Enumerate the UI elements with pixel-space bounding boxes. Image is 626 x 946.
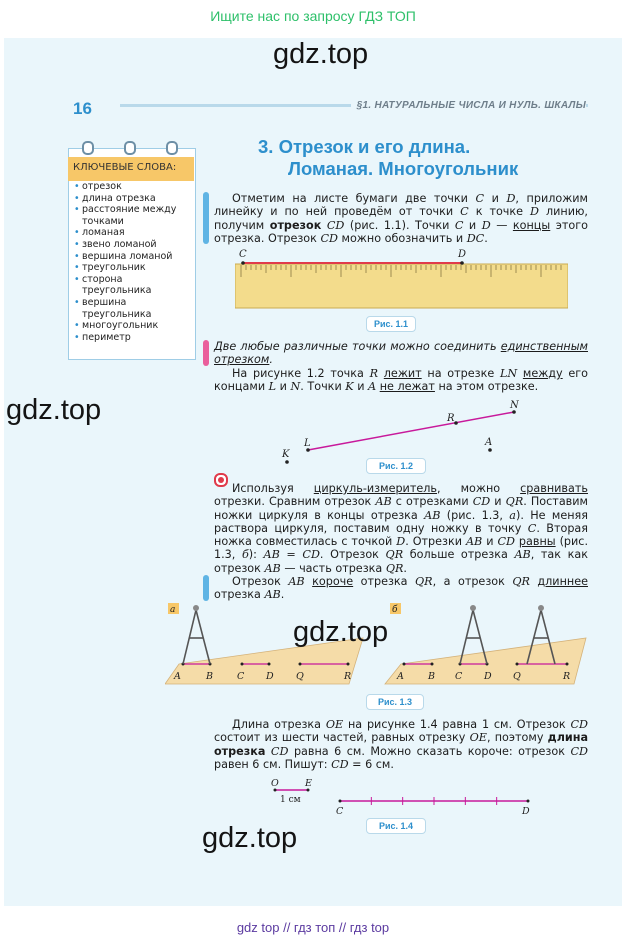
point-label: D <box>458 249 467 260</box>
section-title <box>258 136 588 180</box>
paragraph-segment: Отрезок AB короче отрезка QR, а отрезок QR длиннее отрезка AB. <box>214 575 588 602</box>
binder-ring-icon <box>82 141 94 155</box>
point-label: Q <box>296 671 304 682</box>
section-title-line: 3. Отрезок и его длина. <box>258 136 471 157</box>
figure-caption: Рис. 1.2 <box>366 458 426 474</box>
keyword-item: • вершина ломаной <box>74 251 192 263</box>
keywords-title: КЛЮЧЕВЫЕ СЛОВА: <box>68 157 194 181</box>
rule-marker <box>203 340 209 366</box>
ruler-figure <box>235 248 568 310</box>
keyword-item: • треугольник <box>74 262 192 274</box>
keyword-item: • расстояние между точками <box>74 204 192 227</box>
term-segment: длина отрезка <box>214 731 589 758</box>
point-label: A <box>397 671 404 682</box>
point-label: A <box>485 437 493 448</box>
footer-links[interactable]: gdz top // гдз топ // гдз top <box>236 920 390 935</box>
point-label: A <box>174 671 181 682</box>
point-label: R <box>447 413 455 424</box>
paragraph-segment: Используя циркуль-измеритель, можно сравнивать отрезки. Сравним отрезок AB с отрезками CD и QR. Поставим ножки циркуля в концы отрезка AB (рис. 1.3, а). Не меняя раствора циркуля, поставим одну ножку в точку C. Вторая ножка совместилась с точкой D. Отрезки AB и CD равны (рис. 1.3, б): AB = CD. Отрезок QR больше отрезка AB, так как отрезок AB — часть отрезка QR. <box>214 482 589 575</box>
figure-caption: Рис. 1.4 <box>366 818 426 834</box>
point-label: K <box>282 449 290 460</box>
point-label: D <box>522 806 530 817</box>
section-title-line: Ломаная. Многоугольник <box>288 158 519 179</box>
point-label: B <box>206 671 213 682</box>
search-banner[interactable]: Ищите нас по запросу ГДЗ ТОП <box>210 8 416 24</box>
point-label: D <box>484 671 492 682</box>
panel-tag: а <box>170 605 176 615</box>
watermark: gdz.top <box>293 616 389 648</box>
keywords-list <box>74 181 192 343</box>
page-number: 16 <box>73 99 92 118</box>
figure-caption: Рис. 1.1 <box>366 316 416 332</box>
paragraph-segment: Отметим на листе бумаги две точки C и D, приложим линейку и по ней проведём от точки C к точке D линию, получим отрезок CD (рис. 1.1). Точки C и D — концы этого отрезка. Отрезок CD можно обозначить и DC. <box>214 192 588 245</box>
keyword-item: • периметр <box>74 332 192 344</box>
keyword-item: • сторона треугольника <box>74 274 192 297</box>
panel-tag: б <box>392 605 398 615</box>
point-label: E <box>305 778 312 789</box>
keyword-item: • многоугольник <box>74 320 192 332</box>
keyword-item: • вершина треугольника <box>74 297 192 320</box>
keyword-item: • звено ломаной <box>74 239 192 251</box>
binder-ring-icon <box>166 141 178 155</box>
keyword-item: • ломаная <box>74 227 192 239</box>
segment-figure <box>270 398 530 464</box>
rule-text: Две любые различные точки можно соединить единственным отрезком. <box>214 340 588 367</box>
point-label: L <box>304 438 311 449</box>
watermark: gdz.top <box>6 394 102 426</box>
paragraph-segment: Длина отрезка OE на рисунке 1.4 равна 1 см. Отрезок CD состоит из шести частей, равных отрезку OE, поэтому длина отрезка CD равна 6 см. Можно сказать короче: отрезок CD равен 6 см. Пишут: CD = 6 см. <box>214 718 589 771</box>
figure-caption: Рис. 1.3 <box>366 694 424 710</box>
keyword-item: • длина отрезка <box>74 193 192 205</box>
point-label: C <box>237 671 245 682</box>
point-label: R <box>563 671 571 682</box>
point-label: R <box>344 671 352 682</box>
point-label: Q <box>513 671 521 682</box>
unit-segment-figure <box>268 776 538 820</box>
point-label: C <box>336 806 344 817</box>
running-head: §1. НАТУРАЛЬНЫЕ ЧИСЛА И НУЛЬ. ШКАЛЫ <box>351 100 586 111</box>
binder-ring-icon <box>124 141 136 155</box>
margin-bar <box>203 575 209 601</box>
term-segment: отрезок <box>269 218 322 232</box>
point-label: N <box>510 400 519 411</box>
point-label: O <box>271 778 279 789</box>
watermark: gdz.top <box>202 822 298 854</box>
ruler-svg <box>235 248 568 310</box>
watermark: gdz.top <box>273 38 369 70</box>
point-label: C <box>239 249 247 260</box>
margin-bar <box>203 192 209 244</box>
point-label: C <box>455 671 463 682</box>
keyword-item: • отрезок <box>74 181 192 193</box>
paragraph-segment: На рисунке 1.2 точка R лежит на отрезке LN между его концами L и N. Точки K и A не лежат на этом отрезке. <box>214 367 588 394</box>
unit-label: 1 см <box>280 795 301 805</box>
point-label: B <box>428 671 435 682</box>
point-label: D <box>266 671 274 682</box>
